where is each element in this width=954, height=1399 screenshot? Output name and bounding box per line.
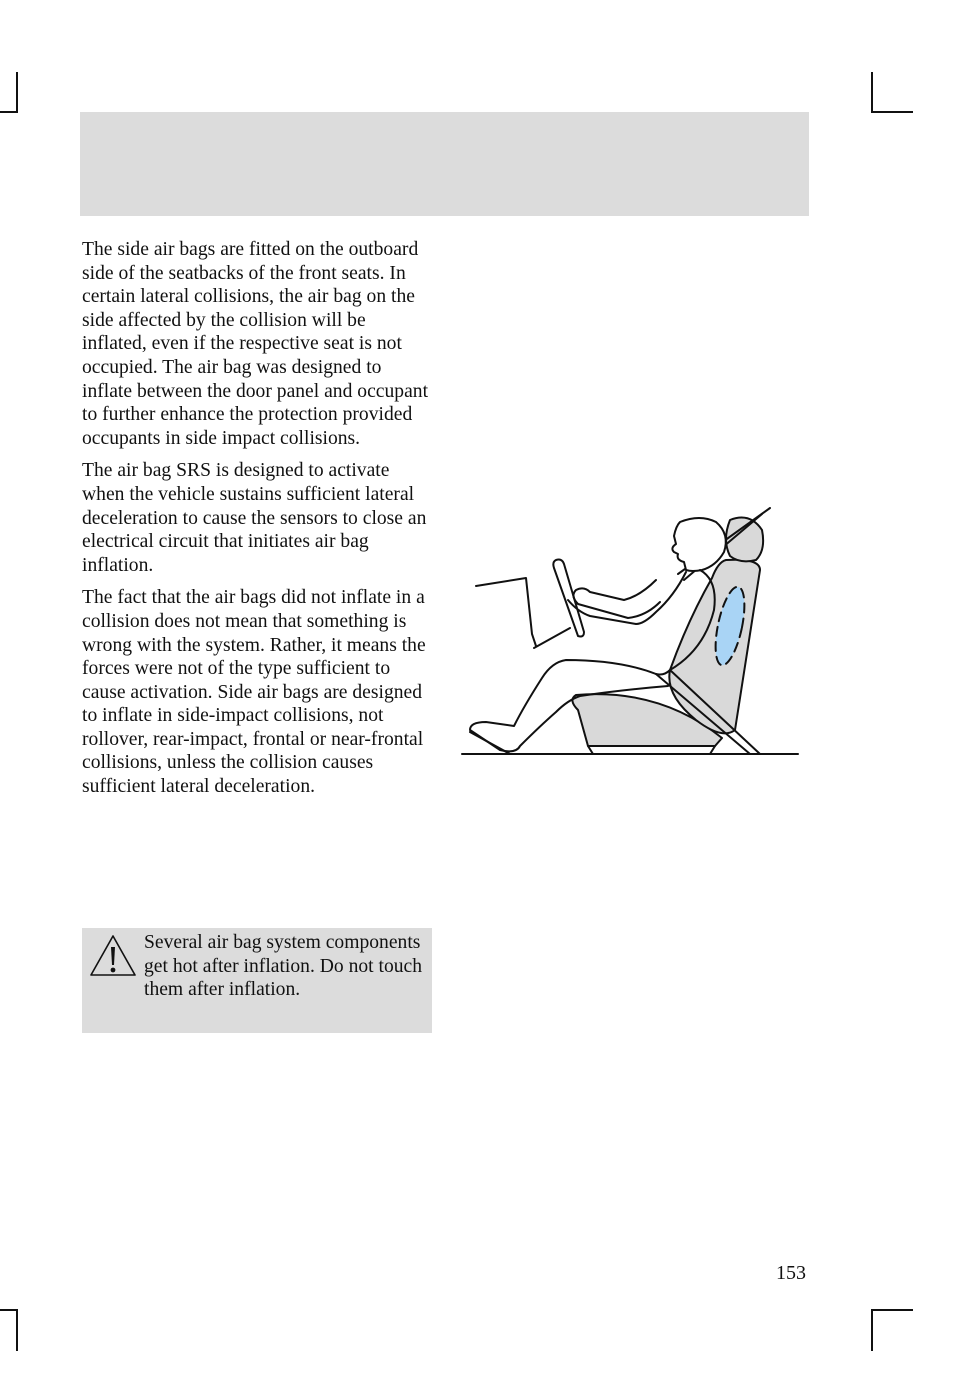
occupant-head <box>672 518 725 571</box>
occupant-foot <box>470 732 510 754</box>
crop-mark-bottom-right-h <box>871 1309 913 1311</box>
crop-mark-top-right-h <box>871 111 913 113</box>
steering-wheel <box>553 560 584 637</box>
paragraph-side-airbags: The side air bags are fitted on the outboard side of the seatbacks of the front seats. In certain lateral collisions, the air bag on the side affected by the collision will be inflated, even if the respective seat is not occupied. The air bag was designed to inflate between the door panel and occupant to further enhance the protection provided occupants in side impact collisions. <box>82 239 429 449</box>
crop-mark-bottom-right-v <box>871 1309 873 1351</box>
crop-mark-top-left-v <box>16 72 18 112</box>
paragraph-srs-activation: The air bag SRS is designed to activate when the vehicle sustains sufficient lateral deceleration to cause the sensors to close an electrical circuit that initiates air bag inflation. <box>82 460 427 576</box>
warning-text: Several air bag system components get hot after inflation. Do not touch them after inflation. <box>144 932 423 1001</box>
body-text <box>82 238 428 808</box>
dashboard <box>476 578 570 648</box>
side-airbag-illustration <box>460 500 800 760</box>
page-number: 153 <box>776 1262 806 1284</box>
warning-box <box>82 928 432 1033</box>
crop-mark-bottom-left-h <box>0 1309 18 1311</box>
header-band <box>80 112 809 216</box>
occupant-arm <box>573 580 660 618</box>
crop-mark-top-right-v <box>871 72 873 112</box>
seat-base <box>588 746 715 754</box>
crop-mark-bottom-left-v <box>16 1309 18 1351</box>
warning-triangle-icon <box>88 933 138 979</box>
crop-mark-top-left-h <box>0 111 18 113</box>
paragraph-non-inflation: The fact that the air bags did not inflate in a collision does not mean that something is wrong with the system. Rather, it means the forces were not of the type sufficient to cause activation. Side air bags are designed to inflate in side-impact collisions, not rollover, rear-impact, frontal or near-frontal collisions, unless the collision causes sufficient lateral deceleration. <box>82 587 426 798</box>
